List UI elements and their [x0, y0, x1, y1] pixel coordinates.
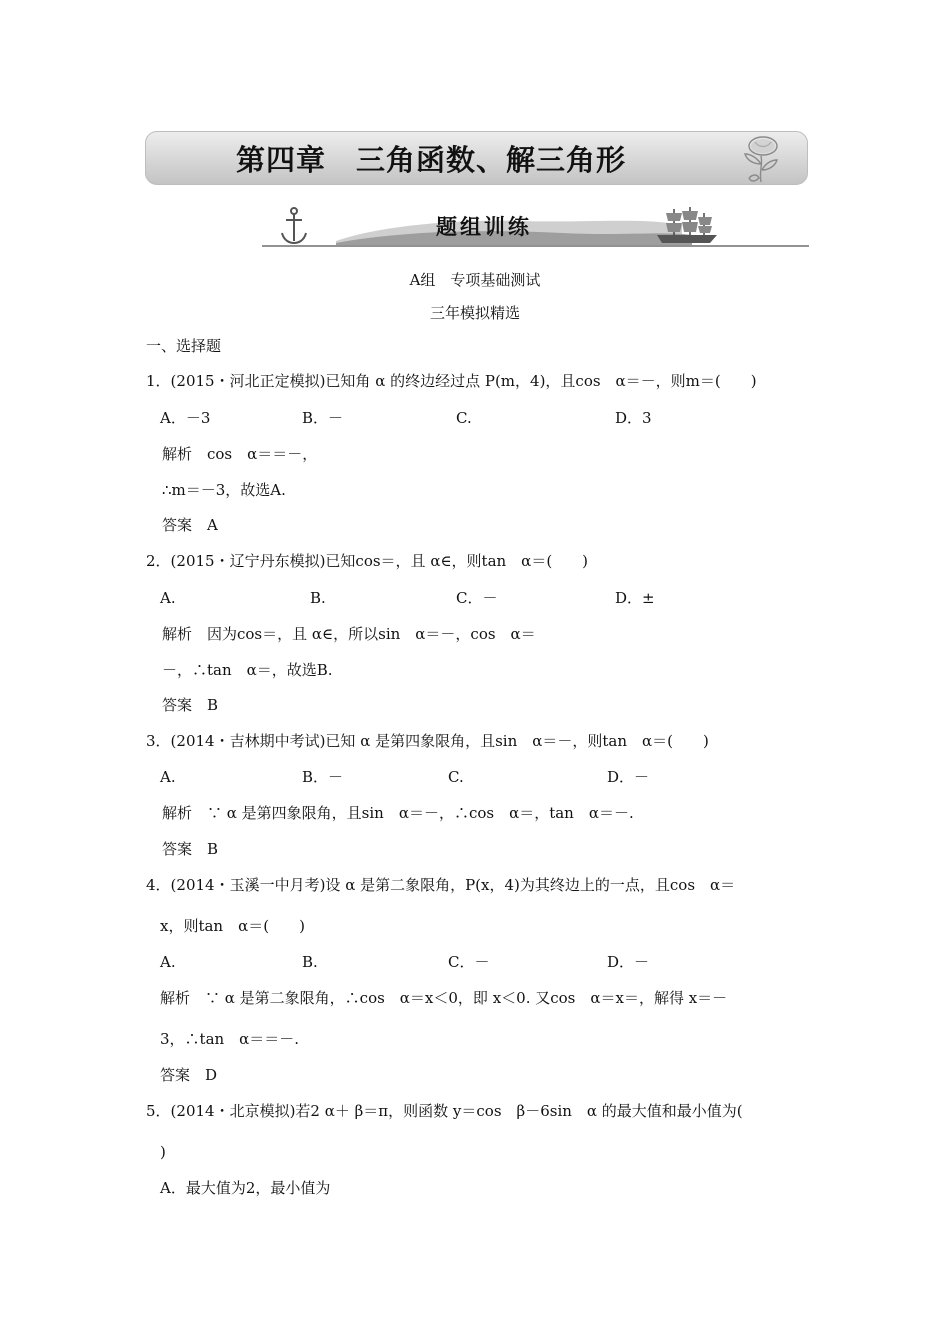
q2-stem: 2．(2015・辽宁丹东模拟)已知cos＝，且 α∈，则tan α＝( ) — [146, 552, 589, 570]
q3-stem: 3．(2014・吉林期中考试)已知 α 是第四象限角，且sin α＝－，则tan α＝( ) — [146, 732, 709, 750]
q5-stem-2: ) — [160, 1143, 166, 1161]
q4-stem-2: x，则tan α＝( ) — [160, 917, 305, 935]
group-title: A组 专项基础测试 — [409, 271, 541, 289]
q3-option-b: B．－ — [302, 768, 344, 786]
q1-option-a: A．－3 — [160, 409, 211, 427]
q2-analysis-2: －，∴tan α＝，故选B. — [162, 661, 333, 679]
flower-icon — [737, 134, 785, 184]
q2-option-d: D．± — [615, 589, 655, 607]
section-title: 题组训练 — [436, 215, 532, 239]
q2-option-c: C．－ — [456, 589, 498, 607]
q4-option-c: C．－ — [448, 953, 490, 971]
section-header — [262, 205, 809, 249]
q5-option-a: A．最大值为2，最小值为 — [160, 1179, 331, 1197]
part-title: 一、选择题 — [146, 337, 222, 355]
q3-answer: 答案 B — [162, 840, 219, 858]
q4-option-d: D．－ — [607, 953, 650, 971]
q2-answer: 答案 B — [162, 696, 219, 714]
q1-analysis-1: 解析 cos α＝＝－， — [162, 445, 318, 463]
q2-option-a: A. — [160, 589, 176, 607]
q5-stem: 5．(2014・北京模拟)若2 α＋ β＝π，则函数 y＝cos β－6sin α 的最大值和最小值为( — [146, 1102, 743, 1120]
q1-option-b: B．－ — [302, 409, 344, 427]
q1-option-d: D．3 — [615, 409, 652, 427]
q4-option-b: B. — [302, 953, 318, 971]
q4-option-a: A. — [160, 953, 176, 971]
chapter-title: 第四章 三角函数、解三角形 — [236, 143, 627, 177]
sub-title: 三年模拟精选 — [429, 304, 520, 322]
q2-analysis-1: 解析 因为cos＝，且 α∈，所以sin α＝－，cos α＝ — [162, 625, 536, 643]
q4-answer: 答案 D — [160, 1066, 218, 1084]
anchor-icon — [282, 208, 306, 243]
q1-analysis-2: ∴m＝－3，故选A. — [162, 481, 286, 499]
q3-option-a: A. — [160, 768, 176, 786]
q4-analysis-2: 3，∴tan α＝＝－. — [160, 1030, 300, 1048]
q1-option-c: C. — [456, 409, 472, 427]
q3-analysis-1: 解析 ∵ α 是第四象限角，且sin α＝－，∴cos α＝，tan α＝－. — [162, 804, 634, 822]
q3-option-c: C. — [448, 768, 464, 786]
q4-stem: 4．(2014・玉溪一中月考)设 α 是第二象限角，P(x，4)为其终边上的一点，且cos α＝ — [146, 876, 736, 894]
q3-option-d: D．－ — [607, 768, 650, 786]
chapter-banner — [145, 131, 808, 185]
q2-option-b: B. — [310, 589, 326, 607]
q1-answer: 答案 A — [162, 516, 218, 534]
q4-analysis-1: 解析 ∵ α 是第二象限角，∴cos α＝x＜0，即 x＜0. 又cos α＝x＝，解得 x＝－ — [160, 989, 728, 1007]
q1-stem: 1．(2015・河北正定模拟)已知角 α 的终边经过点 P(m，4)，且cos α＝－，则m＝( ) — [146, 372, 757, 390]
section-header-decoration — [262, 205, 809, 249]
